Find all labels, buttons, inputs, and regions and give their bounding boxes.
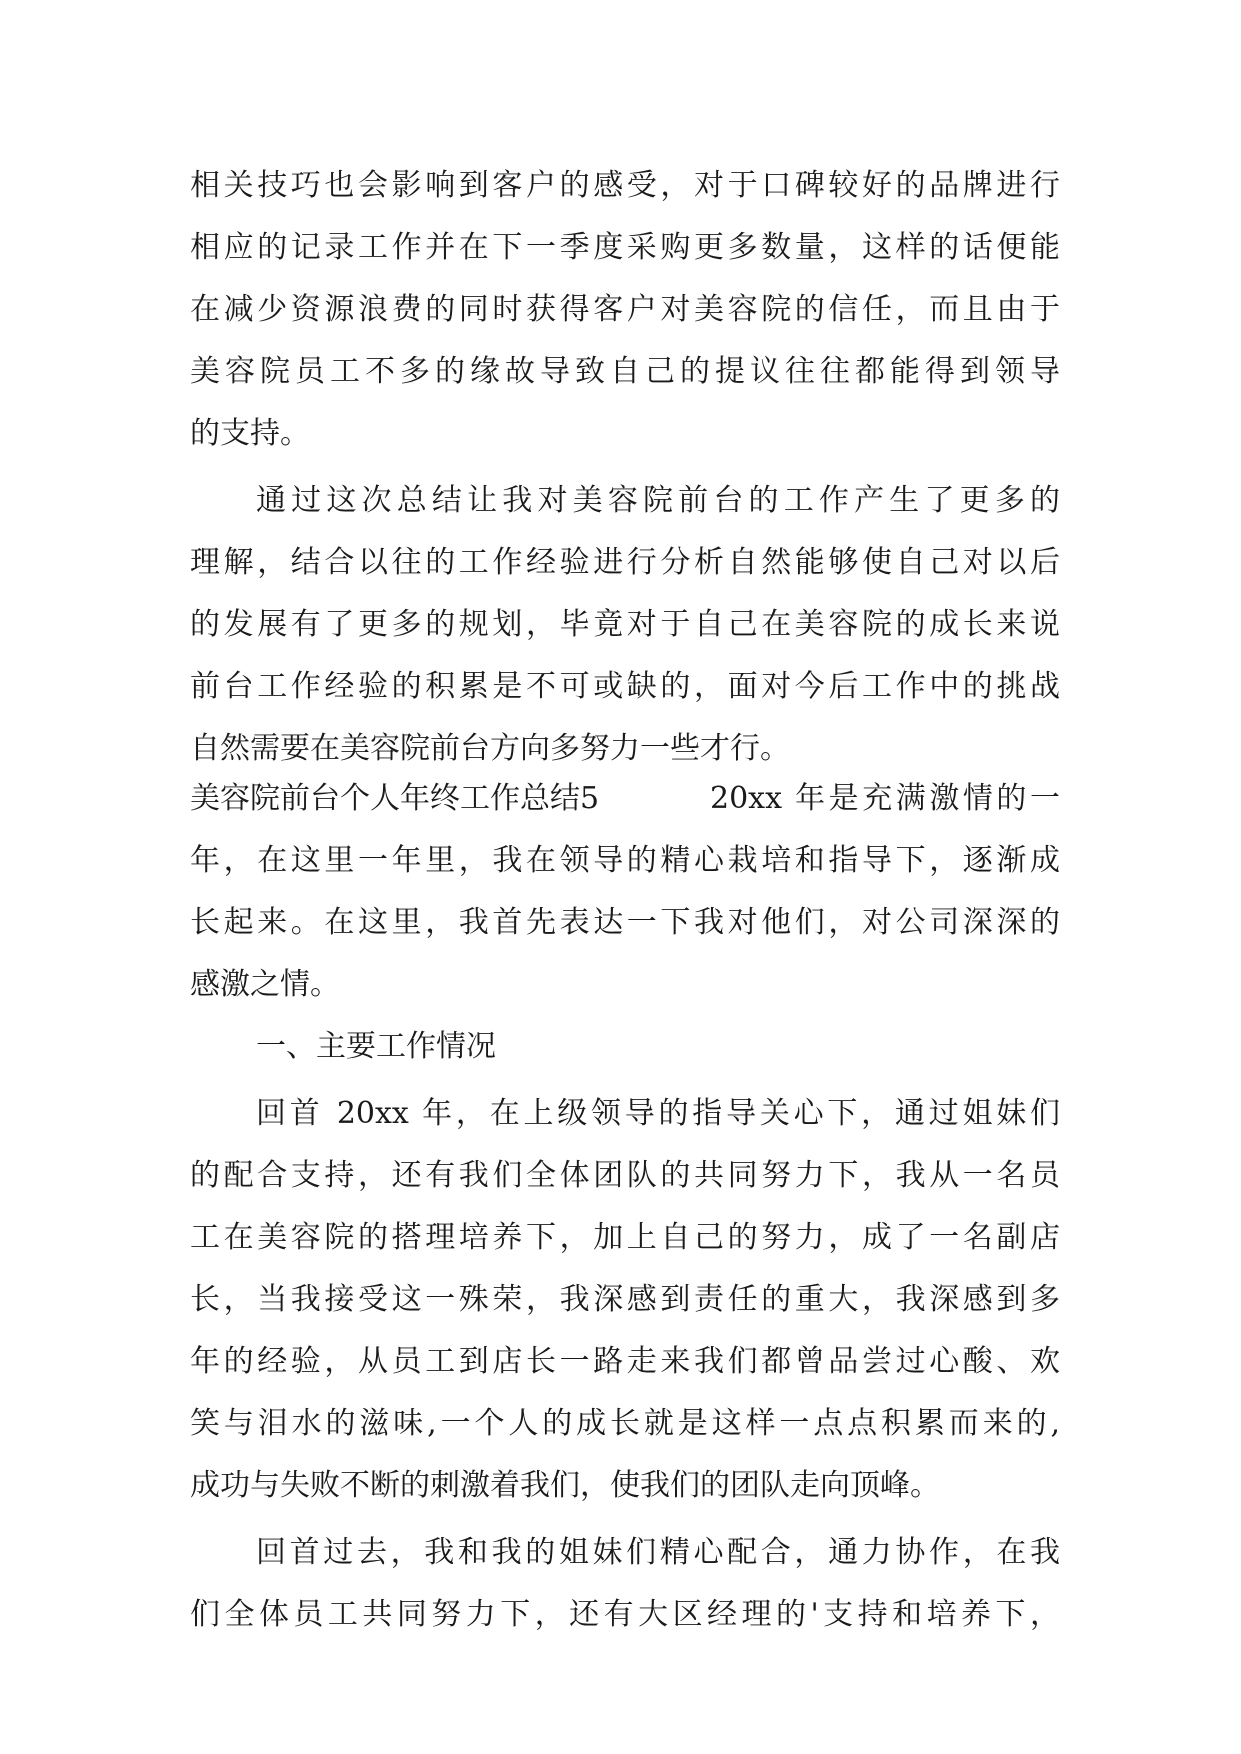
text-line: 长起来。在这里，我首先表达一下我对他们，对公司深深的 bbox=[190, 905, 1060, 940]
text-line: 回首 20xx 年，在上级领导的指导关心下，通过姐妹们 bbox=[256, 1096, 1060, 1131]
text-line: 的发展有了更多的规划，毕竟对于自己在美容院的成长来说 bbox=[190, 607, 1060, 642]
text-line: 相关技巧也会影响到客户的感受，对于口碑较好的品牌进行 bbox=[190, 168, 1060, 203]
text-line: 在减少资源浪费的同时获得客户对美容院的信任，而且由于 bbox=[190, 292, 1060, 327]
text-fragment: 20xx 年是充满激情的一 bbox=[710, 781, 1060, 816]
text-line: 们全体员工共同努力下，还有大区经理的'支持和培养下， bbox=[190, 1597, 1060, 1632]
text-line: 回首过去，我和我的姐妹们精心配合，通力协作，在我 bbox=[256, 1535, 1060, 1570]
text-line: 前台工作经验的积累是不可或缺的，面对今后工作中的挑战 bbox=[190, 669, 1060, 704]
text-line: 成功与失败不断的刺激着我们，使我们的团队走向顶峰。 bbox=[190, 1468, 940, 1503]
text-line: 工在美容院的搭理培养下，加上自己的努力，成了一名副店 bbox=[190, 1220, 1060, 1255]
text-line: 长，当我接受这一殊荣，我深感到责任的重大，我深感到多 bbox=[190, 1282, 1060, 1317]
text-line: 美容院员工不多的缘故导致自己的提议往往都能得到领导 bbox=[190, 354, 1060, 389]
text-line: 感激之情。 bbox=[190, 967, 340, 1002]
text-line: 年，在这里一年里，我在领导的精心栽培和指导下，逐渐成 bbox=[190, 843, 1060, 878]
text-line: 的支持。 bbox=[190, 416, 310, 451]
text-line: 自然需要在美容院前台方向多努力一些才行。 bbox=[190, 731, 790, 766]
text-line: 相应的记录工作并在下一季度采购更多数量，这样的话便能 bbox=[190, 230, 1060, 265]
text-line: 笑与泪水的滋味,一个人的成长就是这样一点点积累而来的, bbox=[190, 1406, 1060, 1441]
section-title-line bbox=[190, 768, 1060, 830]
text-line: 年的经验，从员工到店长一路走来我们都曾品尝过心酸、欢 bbox=[190, 1344, 1060, 1379]
text-line: 理解，结合以往的工作经验进行分析自然能够使自己对以后 bbox=[190, 545, 1060, 580]
text-line: 通过这次总结让我对美容院前台的工作产生了更多的 bbox=[256, 483, 1060, 518]
section-title: 美容院前台个人年终工作总结5 bbox=[190, 781, 600, 816]
text-line: 的配合支持，还有我们全体团队的共同努力下，我从一名员 bbox=[190, 1158, 1060, 1193]
subheading: 一、主要工作情况 bbox=[256, 1029, 496, 1064]
